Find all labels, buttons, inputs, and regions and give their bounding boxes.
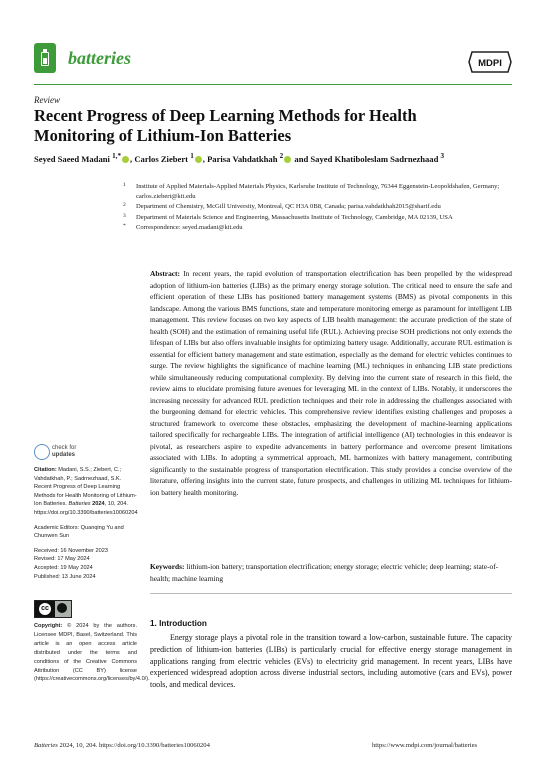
check-updates-icon [34, 444, 50, 460]
author-sup: 1 [190, 152, 194, 160]
abstract-label: Abstract: [150, 269, 180, 278]
section-divider [150, 593, 512, 594]
revised-date: Revised: 17 May 2024 [34, 556, 90, 563]
footer-journal-url[interactable]: https://www.mdpi.com/journal/batteries [372, 742, 478, 749]
keywords [150, 561, 512, 584]
keywords-label: Keywords: [150, 562, 185, 571]
orcid-icon[interactable] [195, 156, 202, 163]
citation-text: Madani, S.S.; Ziebert, C.; Vahdatkhah, P.; Sadrnezhaad, S.K. Recent Progress of Deep Learning Methods for Health Monitoring of Lithium-Ion Batteries. [34, 467, 137, 508]
author-list: Seyed Saeed Madani $^{1,*}$ , Carlos Ziebert $^1$ , Parisa Vahdatkhah $^2$ and Sayed Khatiboleslam Sadrnezhaad $^3$ [34, 152, 445, 164]
journal-logo-icon [34, 43, 56, 73]
author-sup: 2 [279, 152, 284, 160]
copyright-label: Copyright: [34, 623, 63, 629]
author-name: Carlos Ziebert [134, 153, 189, 164]
journal-name: batteries [68, 48, 131, 68]
affil-number: 2 [123, 202, 126, 208]
published-date: Published: 13 June 2024 [34, 573, 96, 580]
author-name: Sayed Khatiboleslam Sadrnezhaad [310, 153, 439, 164]
author-sup: 3 [440, 152, 445, 160]
affil-number: * [123, 223, 126, 229]
citation-label: Citation: [34, 467, 57, 473]
article-type: Review [34, 95, 60, 105]
copyright-notice [34, 622, 150, 684]
check-for-updates-button[interactable] [34, 444, 84, 462]
check-updates-line1: check for [52, 445, 77, 451]
article-info-sidebar [34, 466, 137, 581]
article-title: Recent Progress of Deep Learning Methods for Health Monitoring of Lithium-Ion Batteries [34, 106, 417, 145]
keywords-text: lithium-ion battery; transportation electrification; energy storage; electric vehicle; deep learning; state-of-health; machine learning [150, 562, 499, 583]
mdpi-logo-text: MDPI [478, 58, 502, 69]
author-name: Parisa Vahdatkhah [207, 153, 278, 164]
intro-paragraph: Energy storage plays a pivotal role in the transition toward a low-carbon, sustainable future. The capacity prediction of lithium-ion batteries (LIBs) is particularly crucial for effective energy storage management in applications ranging from electric vehicles (EVs) to electricity grid management. In recent years, LIBs have experienced widespread adoption across diverse industrial sectors, including automotive (cars and EVs), power tools, and medical devices. [150, 633, 512, 690]
author-sup: 1,* [112, 152, 122, 160]
footer-citation [34, 742, 210, 749]
citation-year: 2024 [92, 501, 105, 508]
affil-text: Department of Chemistry, McGill University, Montreal, QC H3A 0B8, Canada; parisa.vahdatkhah2015@sharif.edu [136, 203, 441, 210]
affil-text: Correspondence: seyed.madani@kit.edu [136, 224, 243, 231]
footer-journal: Batteries [34, 742, 58, 749]
received-date: Received: 16 November 2023 [34, 547, 109, 554]
affil-number: 3 [123, 212, 126, 219]
abstract-text: In recent years, the rapid evolution of transportation electrification has been propelled by the widespread adoption of lithium-ion batteries (LIBs) as the primary energy storage solution. The critical need to ensure the safe and efficient operation of these LIBs has positioned battery management systems (BMS) as pivotal components in this landscape. Among the various BMS functions, state and temperature monitoring emerge as paramount for intelligent LIB management. This review focuses on two key aspects of LIB health management: the accurate prediction of the state of health (SOH) and the estimation of remaining useful life (RUL). Achieving precise SOH predictions not only extends the lifespan of LIBs but also offers invaluable insights for optimizing battery usage. Additionally, accurate RUL estimation is essential for efficient battery management and state estimation, especially as the demand for electric vehicles continues to surge. The review highlights the significance of machine learning (ML) techniques in enhancing LIB state predictions while simultaneously reducing computational complexity. By delving into the current state of research in this field, the review aims to elucidate promising future avenues for leveraging ML in the context of LIBs. Notably, it underscores the increasing necessity for advanced RUL prediction techniques and their role in addressing the challenges associated with the burgeoning demand for electric vehicles. This comprehensive review identifies existing challenges and proposes a structured framework to overcome these obstacles, emphasizing the development of machine-learning applications tailored specifically for rechargeable LIBs. The integration of artificial intelligence (AI) technologies in this endeavor is pivotal, as researchers aspire to expedite advancements in battery performance and overcome present limitations associated with LIBs. In adopting a symmetrical approach, ML harmonizes with battery management, contributing significantly to the sustainable progress of transportation electrification. This study provides a concise overview of the literature, offering insights into the current state, future prospects, and challenges in utilizing ML techniques for lithium-ion battery health monitoring. [150, 269, 512, 497]
copyright-text: © 2024 by the authors. Licensee MDPI, Basel, Switzerland. This article is an open access article distributed under the terms and conditions of the Creative Commons Attribution (CC BY) license (https://creativecommons.org/licenses/by/4.0/). [34, 623, 150, 683]
academic-editors: Academic Editors: Quanqing Yu and Chunwen Sun [34, 524, 124, 540]
orcid-icon[interactable] [284, 156, 291, 163]
check-updates-line2: updates [52, 452, 76, 458]
accepted-date: Accepted: 19 May 2024 [34, 564, 93, 571]
affiliations [123, 182, 503, 234]
affil-number: 1 [123, 182, 126, 188]
footer-citation-text: 2024, 10, 204. https://doi.org/10.3390/batteries10060204 [59, 742, 210, 749]
citation-journal: Batteries [68, 501, 91, 508]
orcid-icon[interactable] [122, 156, 129, 163]
cc-icon-text: cc [39, 603, 51, 615]
section-heading: 1. Introduction [150, 619, 207, 628]
citation-block [34, 466, 137, 518]
affil-text: Department of Materials Science and Engineering, Massachusetts Institute of Technology, Cambridge, MA 02139, USA [136, 213, 453, 221]
abstract [150, 268, 512, 498]
cc-by-license-icon[interactable] [34, 600, 72, 618]
mdpi-logo-icon [468, 51, 512, 73]
author-name: Seyed Saeed Madani [34, 153, 110, 164]
affil-text: Institute of Applied Materials-Applied Materials Physics, Karlsruhe Institute of Technology, 76344 Eggenstein-Leopoldshafen, Germany; carlos.ziebert@kit.edu [136, 183, 500, 200]
by-person-icon [57, 603, 67, 613]
citation-rest: , 10, 204. https://doi.org/10.3390/batteries10060204 [34, 501, 138, 516]
header-divider [34, 84, 512, 85]
